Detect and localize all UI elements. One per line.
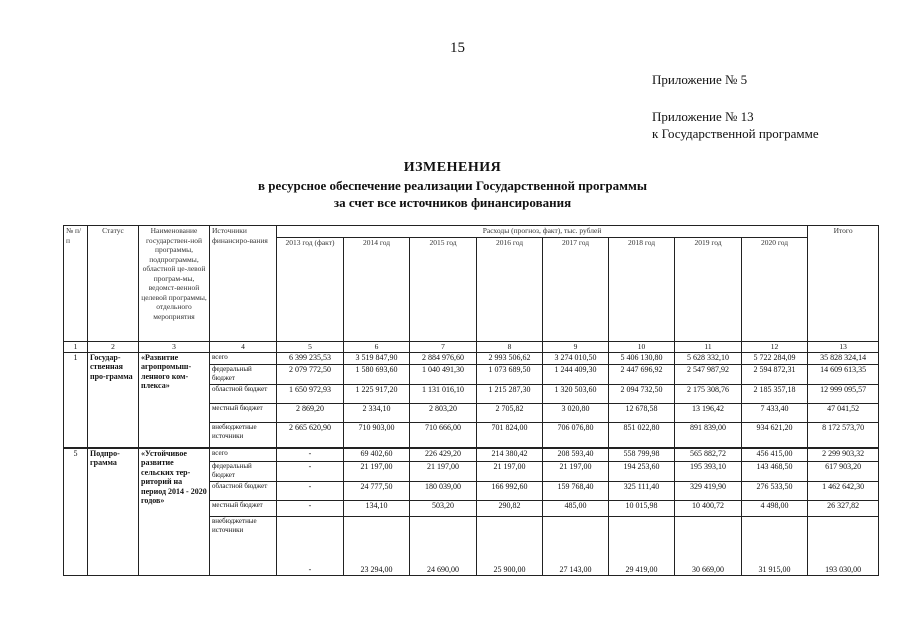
column-number: 11 (675, 342, 742, 353)
row-value: 194 253,60 (609, 461, 675, 481)
row-value: 325 111,40 (609, 481, 675, 500)
row-value: 5 722 284,09 (742, 352, 808, 364)
header-expenses: Расходы (прогноз, факт), тыс. рублей (277, 226, 808, 238)
table-row (64, 448, 879, 462)
row-value: 710 666,00 (410, 422, 477, 448)
row-value: 2 175 308,76 (675, 384, 742, 403)
appendix-5-label: Приложение № 5 (652, 72, 748, 87)
row-value: 29 419,00 (609, 516, 675, 575)
row-value: 25 900,00 (477, 516, 543, 575)
row-source: областной бюджет (210, 481, 277, 500)
row-source: местный бюджет (210, 403, 277, 422)
row-source: всего (210, 352, 277, 364)
column-number: 9 (543, 342, 609, 353)
row-value: 2 334,10 (344, 403, 410, 422)
row-value: 134,10 (344, 500, 410, 516)
row-number: 1 (64, 352, 88, 448)
appendix-13-subtitle: к Государственной программе (652, 126, 819, 141)
header-year: 2016 год (477, 238, 543, 342)
row-source: федеральный бюджет (210, 364, 277, 384)
row-value: 2 547 987,92 (675, 364, 742, 384)
resources-table-container (63, 225, 879, 576)
row-value: 851 022,80 (609, 422, 675, 448)
header-year: 2018 год (609, 238, 675, 342)
header-year: 2017 год (543, 238, 609, 342)
row-value: 565 882,72 (675, 448, 742, 462)
column-number: 7 (410, 342, 477, 353)
row-value: 24 777,50 (344, 481, 410, 500)
row-value: 329 419,90 (675, 481, 742, 500)
resources-table (63, 225, 879, 576)
table-row (64, 352, 879, 364)
column-number: 12 (742, 342, 808, 353)
row-value: 2 094 732,50 (609, 384, 675, 403)
row-value: 7 433,40 (742, 403, 808, 422)
row-value: 226 429,20 (410, 448, 477, 462)
header-name: Наименование государствен-ной программы, подпрограммы, областной це-левой програм-мы, ведомст-венной целевой программы, отдельного мероприятия (139, 226, 210, 342)
column-number: 6 (344, 342, 410, 353)
header-sources: Источники финансиро-вания (210, 226, 277, 342)
row-number: 5 (64, 448, 88, 576)
header-year: 2015 год (410, 238, 477, 342)
row-value: 1 244 409,30 (543, 364, 609, 384)
row-value: 12 678,58 (609, 403, 675, 422)
row-value: 180 039,00 (410, 481, 477, 500)
row-value: - (277, 500, 344, 516)
row-source: внебюджетные источники (210, 516, 277, 575)
row-value: 1 073 689,50 (477, 364, 543, 384)
table-header-row (64, 226, 879, 238)
row-value: 10 400,72 (675, 500, 742, 516)
row-value: 2 884 976,60 (410, 352, 477, 364)
row-value: 10 015,98 (609, 500, 675, 516)
row-total: 193 030,00 (808, 516, 879, 575)
row-source: внебюджетные источники (210, 422, 277, 448)
column-number: 8 (477, 342, 543, 353)
row-value: - (277, 461, 344, 481)
row-value: - (277, 481, 344, 500)
row-value: 3 020,80 (543, 403, 609, 422)
column-number: 4 (210, 342, 277, 353)
row-value: 706 076,80 (543, 422, 609, 448)
document-subtitle-2: за счет все источников финансирования (333, 195, 572, 210)
row-value: - (277, 516, 344, 575)
row-value: 1 580 693,60 (344, 364, 410, 384)
row-value: 30 669,00 (675, 516, 742, 575)
page-number: 15 (450, 40, 465, 56)
header-year: 2019 год (675, 238, 742, 342)
row-source: областной бюджет (210, 384, 277, 403)
row-value: 503,20 (410, 500, 477, 516)
column-number: 2 (88, 342, 139, 353)
row-value: 69 402,60 (344, 448, 410, 462)
row-value: 2 594 872,31 (742, 364, 808, 384)
row-value: 6 399 235,53 (277, 352, 344, 364)
row-status: Подпро-грамма (88, 448, 139, 576)
column-number: 13 (808, 342, 879, 353)
row-total: 47 041,52 (808, 403, 879, 422)
row-value: 2 803,20 (410, 403, 477, 422)
row-total: 1 462 642,30 (808, 481, 879, 500)
row-total: 12 999 095,57 (808, 384, 879, 403)
row-value: 159 768,40 (543, 481, 609, 500)
row-value: 1 650 972,93 (277, 384, 344, 403)
row-value: 3 274 010,50 (543, 352, 609, 364)
row-value: 31 915,00 (742, 516, 808, 575)
row-value: 1 225 917,20 (344, 384, 410, 403)
column-number: 3 (139, 342, 210, 353)
row-value: 21 197,00 (344, 461, 410, 481)
header-year: 2020 год (742, 238, 808, 342)
row-value: 24 690,00 (410, 516, 477, 575)
row-total: 8 172 573,70 (808, 422, 879, 448)
document-title: ИЗМЕНЕНИЯ (403, 160, 502, 175)
row-value: 456 415,00 (742, 448, 808, 462)
row-value: 23 294,00 (344, 516, 410, 575)
row-value: 2 447 696,92 (609, 364, 675, 384)
document-subtitle-1: в ресурсное обеспечение реализации Государственной программы (257, 178, 648, 193)
row-value: 1 320 503,60 (543, 384, 609, 403)
row-source: местный бюджет (210, 500, 277, 516)
row-value: 2 185 357,18 (742, 384, 808, 403)
row-total: 617 903,20 (808, 461, 879, 481)
row-status: Государ-ственная про-грамма (88, 352, 139, 448)
row-value: 143 468,50 (742, 461, 808, 481)
row-value: 1 131 016,10 (410, 384, 477, 403)
row-value: 701 824,00 (477, 422, 543, 448)
row-value: 195 393,10 (675, 461, 742, 481)
appendix-13-label: Приложение № 13 (652, 109, 754, 124)
column-number: 5 (277, 342, 344, 353)
header-status: Статус (88, 226, 139, 342)
row-value: 558 799,98 (609, 448, 675, 462)
row-source: федеральный бюджет (210, 461, 277, 481)
row-value: 214 380,42 (477, 448, 543, 462)
row-program-name: «Развитие агропромыш-ленного ком-плекса» (139, 352, 210, 448)
row-value: 208 593,40 (543, 448, 609, 462)
row-value: 2 079 772,50 (277, 364, 344, 384)
header-number: № п/п (64, 226, 88, 342)
row-total: 2 299 903,32 (808, 448, 879, 462)
row-value: 166 992,60 (477, 481, 543, 500)
row-value: 934 621,20 (742, 422, 808, 448)
row-value: 290,82 (477, 500, 543, 516)
row-program-name: «Устойчивое развитие сельских тер-риторий на период 2014 - 2020 годов» (139, 448, 210, 576)
row-value: 21 197,00 (543, 461, 609, 481)
row-value: 2 665 620,90 (277, 422, 344, 448)
row-total: 14 609 613,35 (808, 364, 879, 384)
row-value: 2 705,82 (477, 403, 543, 422)
column-number: 1 (64, 342, 88, 353)
row-value: 21 197,00 (410, 461, 477, 481)
row-total: 35 828 324,14 (808, 352, 879, 364)
row-value: 5 406 130,80 (609, 352, 675, 364)
column-number: 10 (609, 342, 675, 353)
row-value: 2 993 506,62 (477, 352, 543, 364)
row-value: 13 196,42 (675, 403, 742, 422)
row-value: 4 498,00 (742, 500, 808, 516)
row-value: 485,00 (543, 500, 609, 516)
row-value: 1 040 491,30 (410, 364, 477, 384)
row-value: 276 533,50 (742, 481, 808, 500)
row-source: всего (210, 448, 277, 462)
header-total: Итого (808, 226, 879, 342)
header-year: 2014 год (344, 238, 410, 342)
header-year: 2013 год (факт) (277, 238, 344, 342)
row-value: 5 628 332,10 (675, 352, 742, 364)
column-numbers-row (64, 342, 879, 353)
row-value: 891 839,00 (675, 422, 742, 448)
row-value: - (277, 448, 344, 462)
row-value: 27 143,00 (543, 516, 609, 575)
row-total: 26 327,82 (808, 500, 879, 516)
row-value: 3 519 847,90 (344, 352, 410, 364)
row-value: 710 903,00 (344, 422, 410, 448)
row-value: 21 197,00 (477, 461, 543, 481)
row-value: 2 869,20 (277, 403, 344, 422)
row-value: 1 215 287,30 (477, 384, 543, 403)
